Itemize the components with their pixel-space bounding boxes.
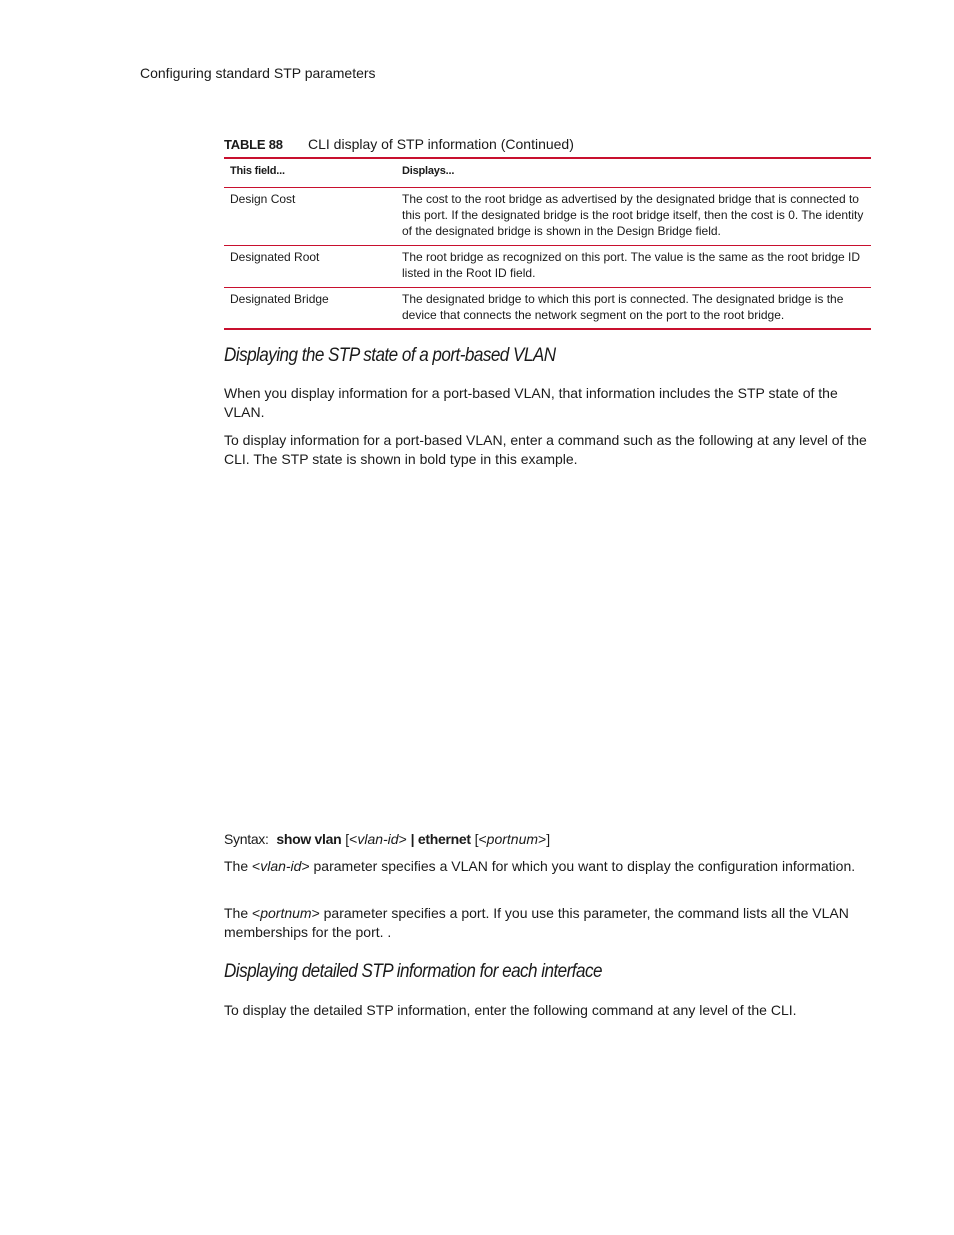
- running-header: Configuring standard STP parameters: [140, 65, 376, 81]
- table-row: [224, 188, 871, 246]
- table-caption: [224, 136, 574, 152]
- syntax-ethernet: | ethernet: [410, 831, 471, 847]
- syntax-param-vlan-id: vlan-id: [357, 831, 399, 847]
- column-header-displays: Displays...: [402, 165, 455, 177]
- param-description-vlan-id: [224, 857, 872, 876]
- syntax-param-portnum: portnum: [486, 831, 539, 847]
- paragraph: To display information for a port-based VLAN, enter a command such as the following at any level of the CLI. The STP state is shown in bold type in this example.: [224, 432, 867, 467]
- syntax-bracket: [<: [345, 831, 358, 847]
- syntax-bracket: >: [398, 831, 407, 847]
- table-row: [224, 246, 871, 288]
- paragraph: When you display information for a port-based VLAN, that information includes the STP state of the VLAN.: [224, 385, 838, 420]
- field-name: Design Cost: [230, 192, 296, 206]
- field-description: The root bridge as recognized on this port. The value is the same as the root bridge ID listed in the Root ID field.: [402, 250, 861, 280]
- text: > parameter specifies a port. If you use this parameter, the command lists all the VLAN memberships for the port. .: [224, 905, 849, 940]
- table-number: TABLE 88: [224, 137, 283, 152]
- syntax-bracket: [<: [474, 831, 487, 847]
- param-name: portnum: [260, 905, 312, 921]
- syntax-bracket: >]: [538, 831, 551, 847]
- syntax-label: Syntax:: [224, 831, 269, 847]
- table-title: CLI display of STP information (Continued): [308, 136, 574, 152]
- text: The <: [224, 905, 261, 921]
- param-name: vlan-id: [260, 858, 302, 874]
- column-header-field: This field...: [230, 165, 285, 177]
- text: The <: [224, 858, 261, 874]
- param-description-portnum: [224, 904, 872, 942]
- table-header-row: [224, 159, 871, 188]
- section-heading-vlan-stp-state: Displaying the STP state of a port-based VLAN: [224, 345, 556, 366]
- field-description: The designated bridge to which this port is connected. The designated bridge is the device that connects the network segment on the port to the root bridge.: [402, 292, 844, 322]
- field-name: Designated Bridge: [230, 292, 329, 306]
- text: > parameter specifies a VLAN for which you want to display the configuration information.: [301, 858, 856, 874]
- stp-info-table: [224, 157, 871, 330]
- section-heading-detailed-stp: Displaying detailed STP information for each interface: [224, 961, 602, 982]
- command-syntax: [224, 831, 550, 847]
- syntax-command: show vlan: [276, 831, 342, 847]
- table-row: [224, 288, 871, 328]
- field-name: Designated Root: [230, 250, 320, 264]
- paragraph: To display the detailed STP information, enter the following command at any level of the CLI.: [224, 1002, 797, 1018]
- field-description: The cost to the root bridge as advertised by the designated bridge that is connected to this port. If the designated bridge is the root bridge itself, then the cost is 0. The identity of the designated bridge is shown in the Design Bridge field.: [402, 192, 864, 238]
